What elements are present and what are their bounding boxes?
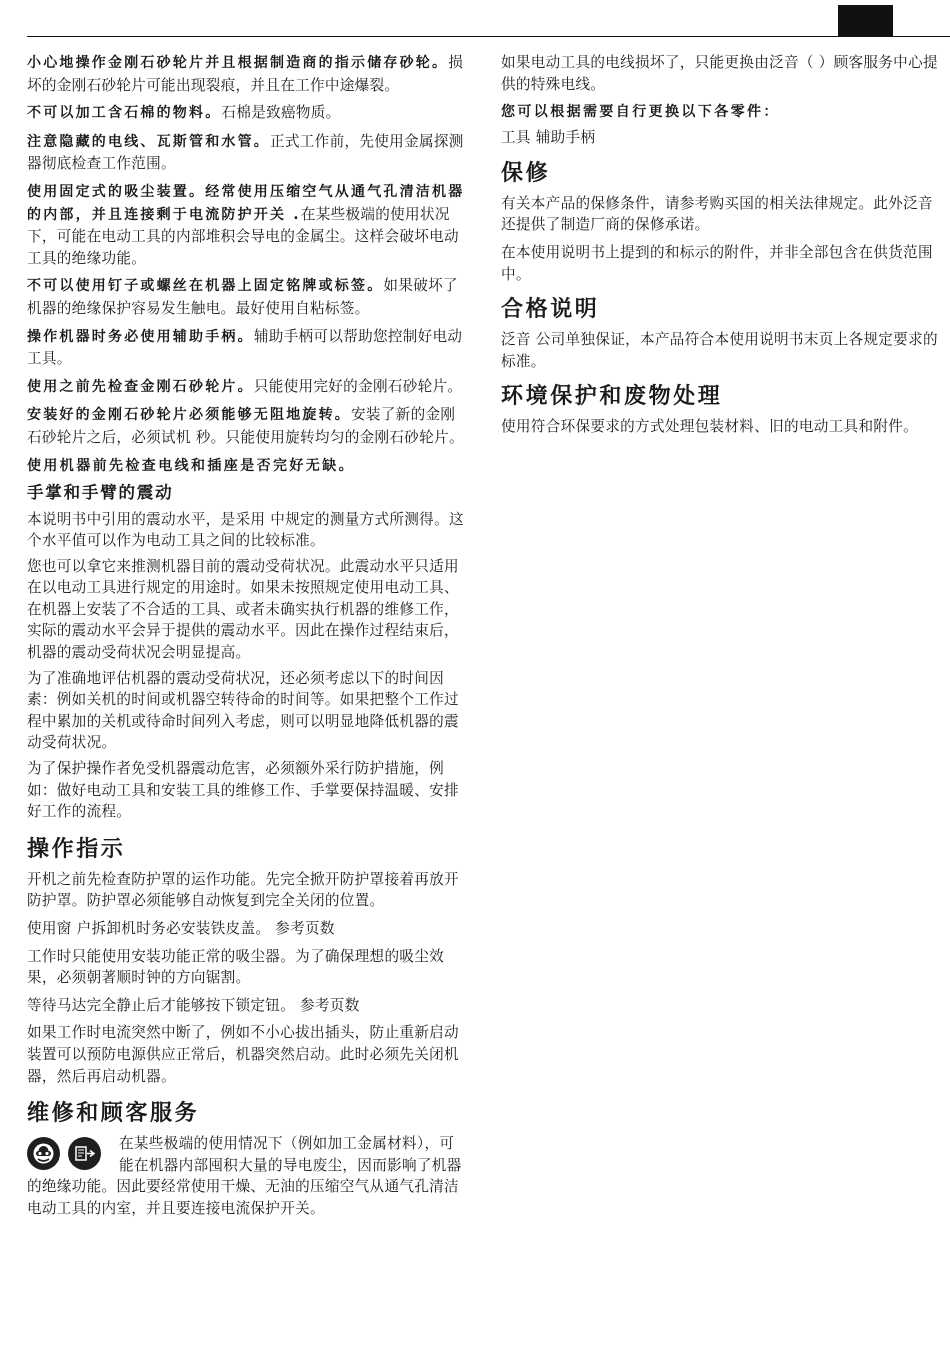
operation-paragraph: 开机之前先检查防护罩的运作功能。先完全掀开防护罩接着再放开防护罩。防护罩必须能够自动恢复到完全关闭的位置。: [27, 870, 459, 910]
operation-paragraph: 工作时只能使用安装功能正常的吸尘器。为了确保理想的吸尘效果，必须朝著顺时钟的方向锯割。: [27, 947, 445, 987]
parts-list: 工具 辅助手柄: [501, 129, 596, 147]
service-block: [27, 1133, 469, 1219]
environment-paragraph: 使用符合环保要求的方式处理包装材料、旧的电动工具和附件。: [501, 418, 919, 436]
page-tab-marker: [838, 5, 893, 36]
safety-item: 不可以加工含石棉的物料。石棉是致癌物质。: [27, 104, 341, 122]
warranty-paragraph: 在本使用说明书上提到的和标示的附件，并非全部包含在供货范围中。: [501, 243, 933, 283]
safety-item: 不可以使用钉子或螺丝在机器上固定铭牌或标签。如果破坏了机器的绝缘保护容易发生触电。最好使用自粘标签。: [27, 277, 458, 317]
cable-paragraph: 如果电动工具的电线损坏了，只能更换由泛音（ ）顾客服务中心提供的特殊电线。: [501, 54, 938, 93]
warranty-heading: 保修: [501, 160, 551, 186]
read-manual-icon: [68, 1137, 101, 1170]
vibration-paragraph: 本说明书中引用的震动水平，是采用 中规定的测量方式所测得。这个水平值可以作为电动工具之间的比较标准。: [27, 510, 464, 550]
vibration-paragraph: 您也可以拿它来推测机器目前的震动受荷状况。此震动水平只适用在以电动工具进行规定的用途时。如果未按照规定使用电动工具、在机器上安装了不合适的工具、或者未确实执行机器的维修工作，实际的震动水平会异于提供的震动水平。因此在操作过程结束后，机器的震动受荷状况会明显提高。: [27, 557, 459, 662]
operation-paragraph: 使用窗 户拆卸机时务必安装铁皮盖。 参考页数: [27, 920, 335, 937]
safety-item: 使用之前先检查金刚石砂轮片。只能使用完好的金刚石砂轮片。: [27, 377, 463, 395]
operation-heading: 操作指示: [27, 836, 126, 862]
header-rule: [27, 36, 950, 37]
warning-icons: [27, 1137, 119, 1173]
conformity-paragraph: 泛音 公司单独保证，本产品符合本使用说明书末页上各规定要求的标准。: [501, 331, 938, 370]
safety-item: 注意隐藏的电线、瓦斯管和水管。正式工作前，先使用金属探测器彻底检查工作范围。: [27, 132, 464, 173]
safety-goggles-icon: [27, 1137, 60, 1170]
service-heading: 维修和顾客服务: [27, 1101, 200, 1127]
operation-paragraph: 等待马达完全静止后才能够按下锁定钮。 参考页数: [27, 996, 360, 1014]
safety-item: 安装好的金刚石砂轮片必须能够无阻地旋转。安装了新的金刚石砂轮片之后，必须试机 秒。只能使用旋转均匀的金刚石砂轮片。: [27, 406, 464, 446]
safety-item: 使用固定式的吸尘装置。经常使用压缩空气从通气孔清洁机器的内部，并且连接剩于电流防护开关 .在某些极端的使用状况下，可能在电动工具的内部堆积会导电的金属尘。这样会破坏电动工具的绝缘功能。: [27, 183, 465, 267]
left-column: [27, 52, 469, 1224]
safety-item: 小心地操作金刚石砂轮片并且根据制造商的指示储存砂轮。损坏的金刚石砂轮片可能出现裂痕，并且在工作中途爆裂。: [27, 54, 464, 94]
vibration-heading: 手掌和手臂的震动: [27, 482, 174, 502]
service-paragraph: 在某些极端的使用情况下（例如加工金属材料），可能在机器内部囤积大量的导电废尘，因而影响了机器的绝缘功能。因此要经常使用干燥、无油的压缩空气从通气孔清洁电动工具的内室，并且要连接电流保护开关。: [27, 1135, 462, 1217]
check-cable-note: 使用机器前先检查电线和插座是否完好无缺。: [27, 457, 355, 474]
conformity-heading: 合格说明: [501, 297, 600, 323]
vibration-paragraph: 为了保护操作者免受机器震动危害，必须额外采行防护措施，例如：做好电动工具和安装工具的维修工作、手掌要保持温暖、安排好工作的流程。: [27, 760, 459, 821]
vibration-paragraph: 为了准确地评估机器的震动受荷状况，还必须考虑以下的时间因素：例如关机的时间或机器空转待命的时间等。如果把整个工作过程中累加的关机或待命时间列入考虑，则可以明显地降低机器的震动受荷状况。: [27, 669, 459, 752]
safety-item: 操作机器时务必使用辅助手柄。辅助手柄可以帮助您控制好电动工具。: [27, 327, 463, 368]
operation-paragraph: 如果工作时电流突然中断了，例如不小心拔出插头，防止重新启动装置可以预防电源供应正常后，机器突然启动。此时必须先关闭机器，然后再启动机器。: [27, 1024, 459, 1085]
parts-heading: 您可以根据需要自行更换以下各零件：: [501, 104, 780, 121]
right-column: [501, 52, 947, 444]
environment-heading: 环境保护和废物处理: [501, 384, 723, 410]
warranty-paragraph: 有关本产品的保修条件，请参考购买国的相关法律规定。此外泛音 还提供了制造厂商的保修承诺。: [501, 194, 933, 234]
